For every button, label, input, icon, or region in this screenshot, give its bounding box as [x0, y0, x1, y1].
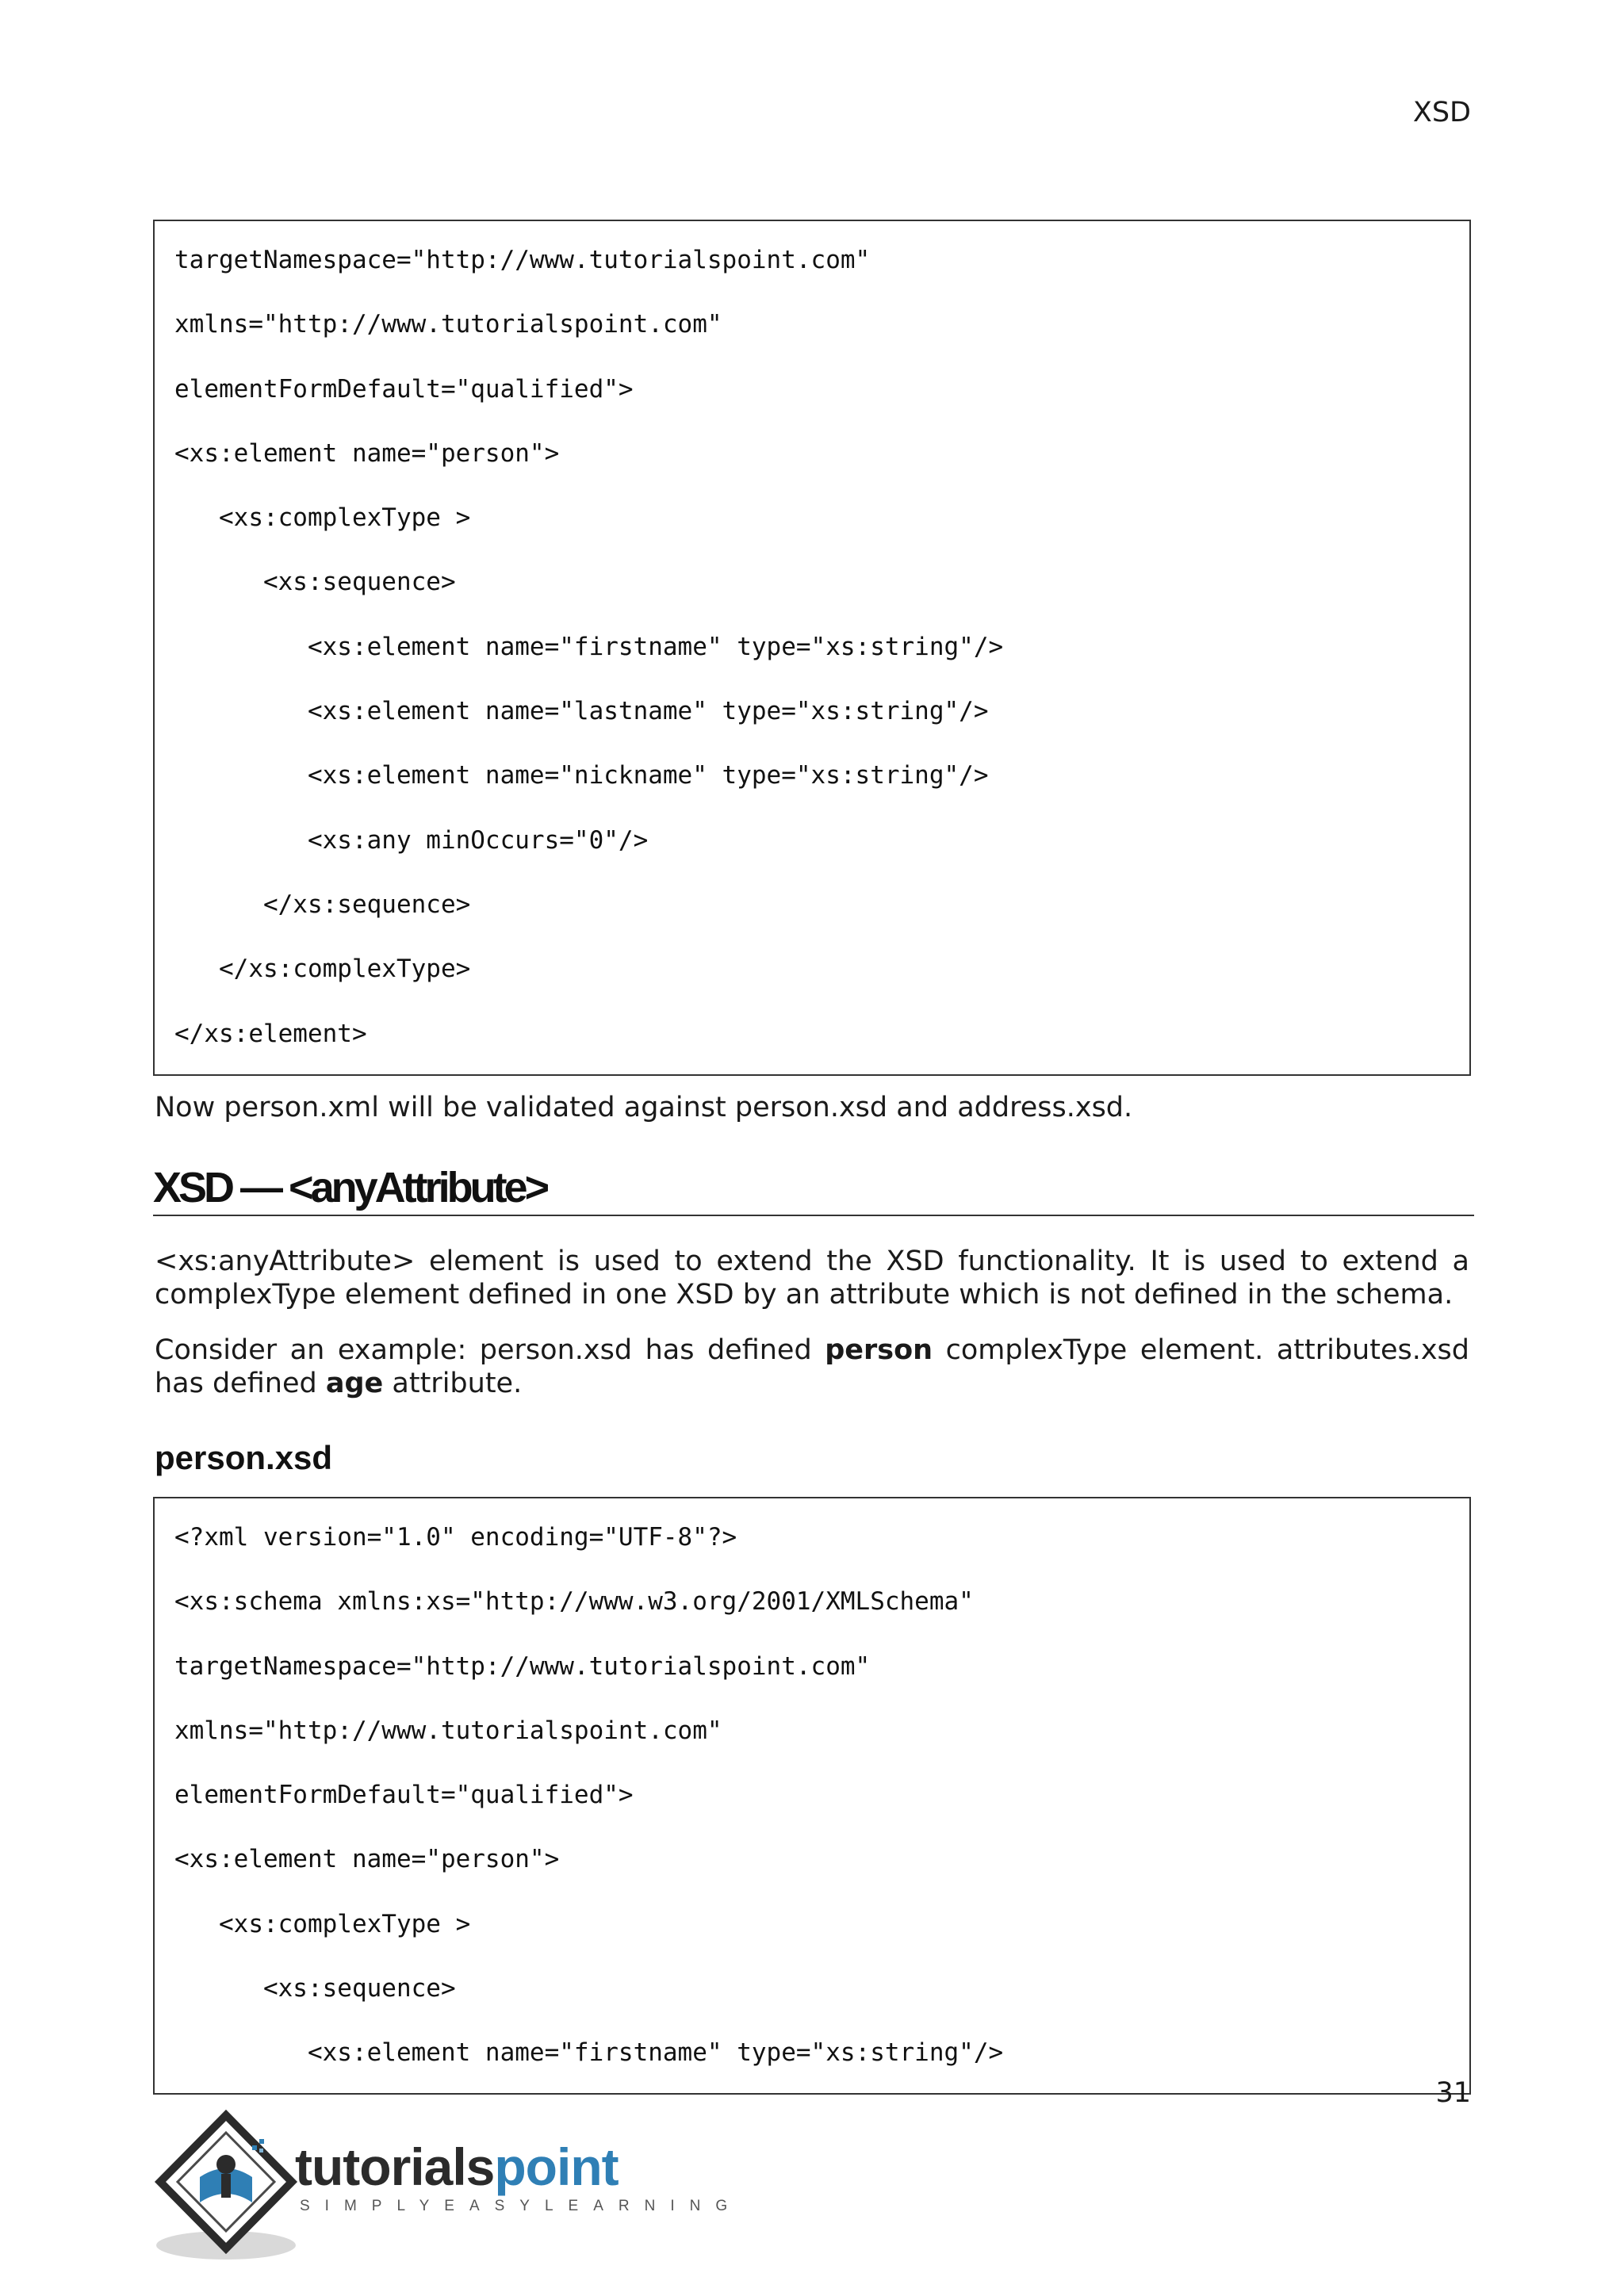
paragraph-example [155, 1334, 1469, 1400]
page-number: 31 [1435, 2077, 1471, 2109]
code-line: targetNamespace="http://www.tutorialspoint.com" [174, 1651, 871, 1681]
code-line: <xs:sequence> [174, 568, 456, 597]
example-text: complexType element. attributes.xsd has defined [155, 1334, 1470, 1399]
code-line: <xs:element name="person"> [174, 438, 560, 468]
tutorialspoint-logo [151, 2109, 743, 2267]
code-line: <xs:complexType > [174, 1909, 471, 1938]
code-line: <xs:any minOccurs="0"/> [174, 825, 649, 855]
paragraph-intro: <xs:anyAttribute> element is used to extend the XSD functionality. It is used to extend a complexType element defined in one XSD by an attribute which is not defined in the schema. [155, 1246, 1469, 1311]
section-heading: XSD — <anyAttribute> [153, 1162, 1474, 1216]
paragraph-validation: Now person.xml will be validated against person.xsd and address.xsd. [155, 1092, 1133, 1123]
code-line: <xs:schema xmlns:xs="http://www.w3.org/2001/XMLSchema" [174, 1587, 974, 1617]
code-line: targetNamespace="http://www.tutorialspoint.com" [174, 246, 871, 274]
example-bold-person: person [825, 1334, 933, 1366]
logo-wordmark [295, 2139, 619, 2195]
code-line: <xs:element name="person"> [174, 1845, 560, 1874]
code-line: <xs:element name="nickname" type="xs:string"/> [174, 761, 989, 790]
code-block [153, 1497, 1471, 2095]
code-line: elementFormDefault="qualified"> [174, 1781, 634, 1810]
example-text: Consider an example: person.xsd has defined [155, 1334, 825, 1366]
code-line: elementFormDefault="qualified"> [174, 374, 634, 404]
code-line: xmlns="http://www.tutorialspoint.com" [174, 1716, 722, 1745]
code-line: <xs:element name="firstname" type="xs:string"/> [174, 632, 1004, 661]
code-line: </xs:complexType> [174, 955, 471, 984]
running-header: XSD [1412, 97, 1471, 128]
example-text: attribute. [383, 1368, 523, 1399]
code-line: </xs:sequence> [174, 890, 471, 919]
logo-word-blue: point [494, 2137, 619, 2196]
code-line: <?xml version="1.0" encoding="UTF-8"?> [174, 1523, 737, 1552]
logo-tagline: SIMPLYEASYLEARNING [300, 2198, 743, 2214]
code-line: </xs:element> [174, 1019, 367, 1048]
example-bold-age: age [325, 1368, 384, 1399]
code-line: <xs:element name="lastname" type="xs:string"/> [174, 697, 989, 726]
logo-word-dark: tutorials [295, 2137, 495, 2196]
code-block [153, 220, 1471, 1076]
code-line: xmlns="http://www.tutorialspoint.com" [174, 310, 722, 339]
code-line: <xs:sequence> [174, 1974, 456, 2003]
code-line: <xs:complexType > [174, 503, 471, 533]
code-line: <xs:element name="firstname" type="xs:string"/> [174, 2038, 1004, 2068]
sub-heading: person.xsd [155, 1439, 333, 1476]
logo-diamond-icon [151, 2109, 301, 2267]
